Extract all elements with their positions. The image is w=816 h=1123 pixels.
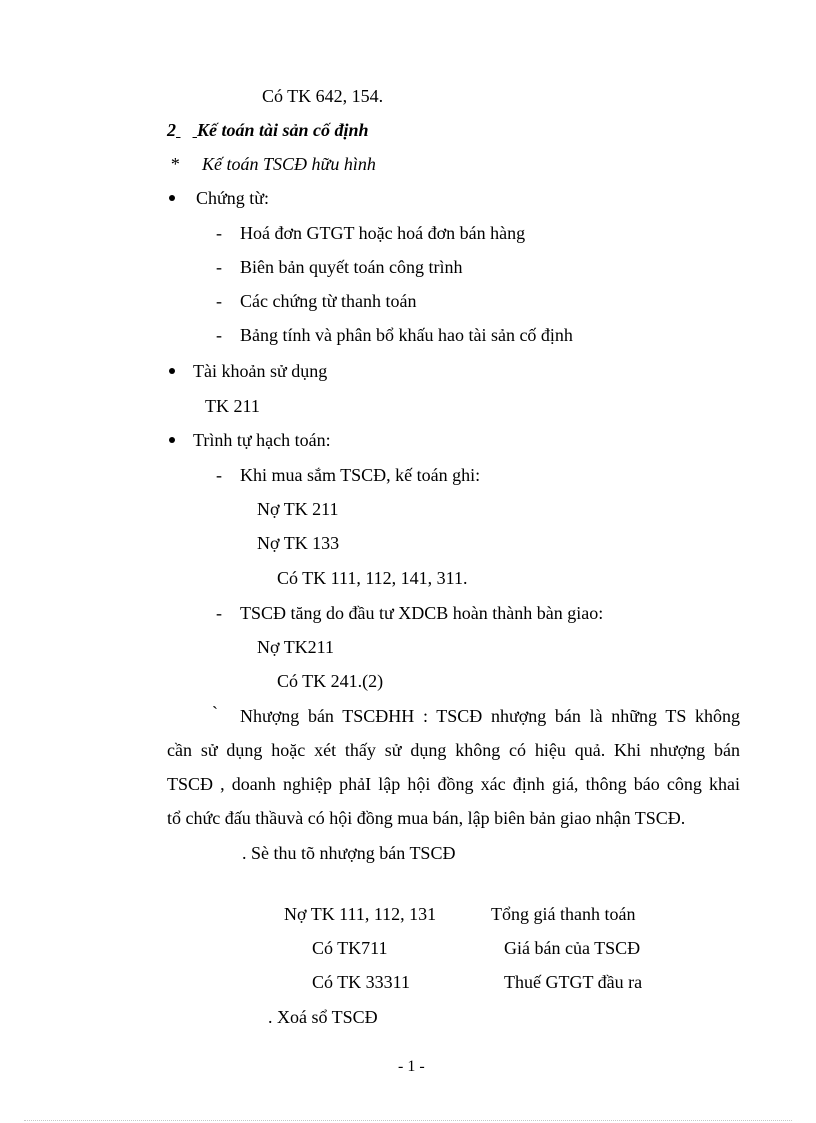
- dash-icon: -: [216, 325, 222, 345]
- entry-line: Nợ TK 211: [257, 499, 339, 519]
- sub-item: . Sè thu tõ nhượng bán TSCĐ: [242, 843, 456, 863]
- dash-icon: -: [216, 465, 222, 485]
- entry-account: Nợ TK 111, 112, 131: [284, 904, 437, 924]
- subheading-title: Kế toán TSCĐ hữu hình: [202, 154, 376, 174]
- account-code: TK 211: [205, 396, 260, 416]
- page-footer-rule: [24, 1120, 792, 1121]
- sub-item: . Xoá sổ TSCĐ: [268, 1007, 378, 1027]
- dash-icon: -: [216, 223, 222, 243]
- list-item: TSCĐ tăng do đầu tư XDCB hoàn thành bàn giao:: [240, 603, 604, 623]
- bullet-item: Chứng từ:: [196, 188, 270, 208]
- list-item: Khi mua sắm TSCĐ, kế toán ghi:: [240, 465, 481, 485]
- bullet-icon: [169, 195, 175, 201]
- entry-line: Nợ TK 133: [257, 533, 340, 553]
- star-icon: *: [170, 154, 179, 174]
- paragraph-line: tổ chức đấu thầuvà có hội đồng mua bán, lập biên bản giao nhận TSCĐ.: [167, 808, 686, 828]
- entry-description: Tổng giá thanh toán: [491, 904, 636, 924]
- dash-icon: -: [216, 291, 222, 311]
- entry-line: Nợ TK211: [257, 637, 335, 657]
- list-item: Các chứng từ thanh toán: [240, 291, 417, 311]
- dash-icon: -: [216, 603, 222, 623]
- paragraph-mark: `: [212, 703, 218, 723]
- heading-title: Kế toán tài sản cố định: [197, 120, 369, 140]
- paragraph-line: Nhượng bán TSCĐHH : TSCĐ nhượng bán là những TS không: [240, 706, 740, 726]
- bullet-item: Tài khoản sử dụng: [193, 361, 328, 381]
- entry-description: Thuế GTGT đầu ra: [504, 972, 643, 992]
- section-heading: [167, 119, 369, 141]
- heading-number: 2: [167, 120, 176, 140]
- entry-line: Có TK 111, 112, 141, 311.: [277, 568, 468, 588]
- paragraph-line: cần sử dụng hoặc xét thấy sử dụng không có hiệu quả. Khi nhượng bán: [167, 740, 740, 760]
- entry-description: Giá bán của TSCĐ: [504, 938, 641, 958]
- paragraph-line: TSCĐ , doanh nghiệp phảI lập hội đồng xác định giá, thông báo công khai: [167, 774, 740, 794]
- entry-account: Có TK711: [312, 938, 388, 958]
- bullet-item: Trình tự hạch toán:: [193, 430, 331, 450]
- list-item: Hoá đơn GTGT hoặc hoá đơn bán hàng: [240, 223, 526, 243]
- bullet-icon: [169, 437, 175, 443]
- text-line: Có TK 642, 154.: [262, 86, 384, 106]
- list-item: Bảng tính và phân bổ khấu hao tài sản cố định: [240, 325, 573, 345]
- entry-account: Có TK 33311: [312, 972, 411, 992]
- list-item: Biên bản quyết toán công trình: [240, 257, 463, 277]
- subheading: [170, 153, 376, 175]
- bullet-icon: [169, 368, 175, 374]
- page-number: - 1 -: [398, 1058, 425, 1075]
- entry-line: Có TK 241.(2): [277, 671, 384, 691]
- dash-icon: -: [216, 257, 222, 277]
